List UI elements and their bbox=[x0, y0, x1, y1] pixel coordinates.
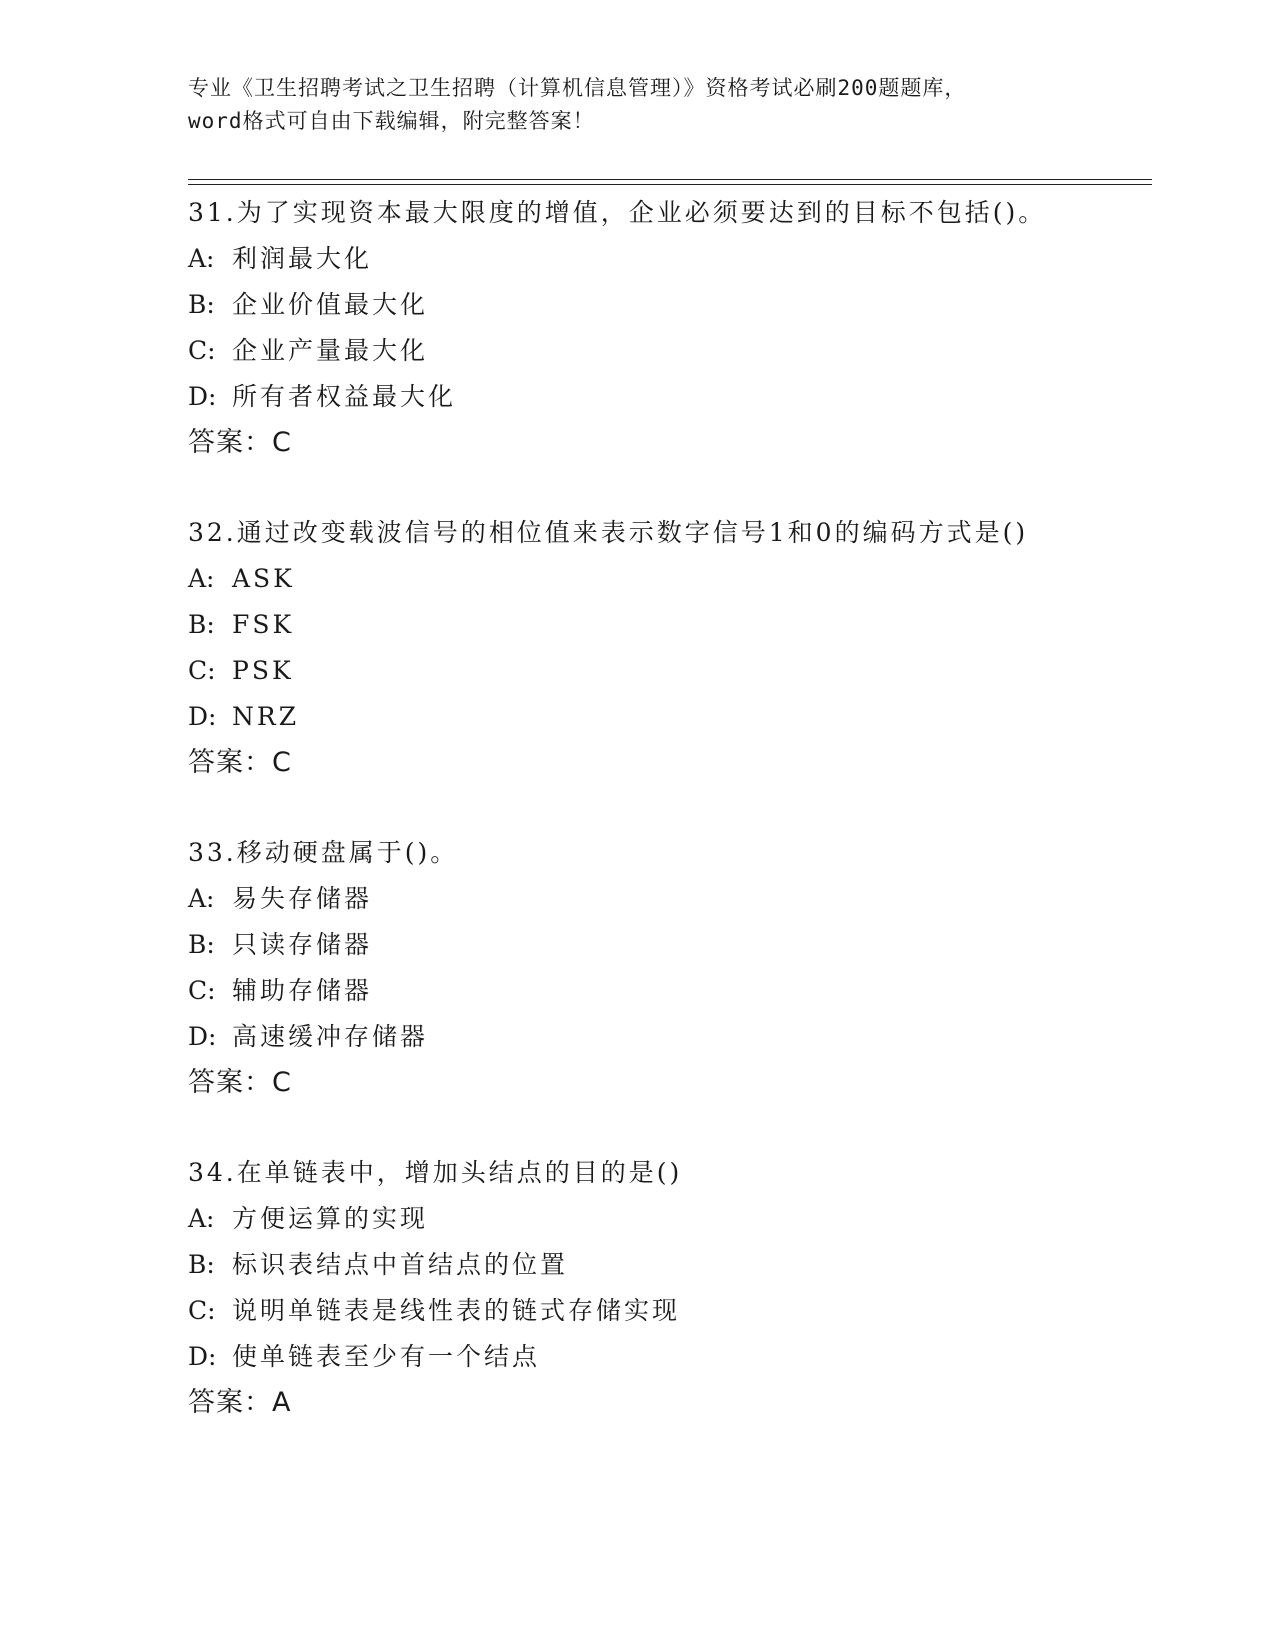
option-text: 企业产量最大化 bbox=[232, 336, 429, 365]
question-32 bbox=[188, 510, 1148, 786]
option-text: 说明单链表是线性表的链式存储实现 bbox=[232, 1296, 681, 1325]
option-key: C: bbox=[188, 976, 216, 1005]
answer: 答案：A bbox=[188, 1387, 292, 1418]
option-text: 易失存储器 bbox=[232, 884, 373, 913]
option-d bbox=[188, 694, 1148, 740]
option-key: A: bbox=[188, 244, 215, 273]
question-list bbox=[188, 190, 1148, 1470]
question-33 bbox=[188, 830, 1148, 1106]
option-text: 只读存储器 bbox=[232, 930, 373, 959]
answer: 答案：C bbox=[188, 427, 292, 458]
option-key: C: bbox=[188, 1296, 216, 1325]
option-key: D: bbox=[188, 1022, 217, 1051]
option-key: B: bbox=[188, 930, 215, 959]
option-key: C: bbox=[188, 656, 216, 685]
option-key: B: bbox=[188, 1250, 215, 1279]
option-b bbox=[188, 922, 1148, 968]
option-a bbox=[188, 556, 1148, 602]
option-text: 高速缓冲存储器 bbox=[232, 1022, 429, 1051]
answer: 答案：C bbox=[188, 1067, 292, 1098]
option-key: A: bbox=[188, 564, 215, 593]
option-key: B: bbox=[188, 610, 215, 639]
option-c bbox=[188, 328, 1148, 374]
option-text: 所有者权益最大化 bbox=[232, 382, 457, 411]
option-text: 企业价值最大化 bbox=[232, 290, 429, 319]
question-stem: 33.移动硬盘属于()。 bbox=[188, 838, 459, 867]
question-stem: 31.为了实现资本最大限度的增值，企业必须要达到的目标不包括()。 bbox=[188, 198, 1047, 227]
option-d bbox=[188, 1334, 1148, 1380]
question-31 bbox=[188, 190, 1148, 466]
option-b bbox=[188, 602, 1148, 648]
option-a bbox=[188, 876, 1148, 922]
question-stem: 34.在单链表中，增加头结点的目的是() bbox=[188, 1158, 683, 1187]
option-key: A: bbox=[188, 1204, 215, 1233]
question-34 bbox=[188, 1150, 1148, 1426]
option-text: 利润最大化 bbox=[232, 244, 373, 273]
option-c bbox=[188, 648, 1148, 694]
question-stem: 32.通过改变载波信号的相位值来表示数字信号1和0的编码方式是() bbox=[188, 518, 1029, 547]
header-divider-bottom bbox=[188, 184, 1152, 185]
option-c bbox=[188, 968, 1148, 1014]
option-b bbox=[188, 1242, 1148, 1288]
header-line-2: word格式可自由下载编辑，附完整答案！ bbox=[188, 109, 595, 133]
option-d bbox=[188, 374, 1148, 420]
option-a bbox=[188, 236, 1148, 282]
option-text: 标识表结点中首结点的位置 bbox=[232, 1250, 569, 1279]
option-text: 辅助存储器 bbox=[232, 976, 373, 1005]
option-key: D: bbox=[188, 382, 217, 411]
document-header bbox=[188, 72, 1088, 138]
option-text: 使单链表至少有一个结点 bbox=[232, 1342, 541, 1371]
option-text: NRZ bbox=[232, 702, 300, 731]
option-text: 方便运算的实现 bbox=[232, 1204, 429, 1233]
option-c bbox=[188, 1288, 1148, 1334]
option-b bbox=[188, 282, 1148, 328]
option-key: B: bbox=[188, 290, 215, 319]
header-line-1: 专业《卫生招聘考试之卫生招聘（计算机信息管理）》资格考试必刷200题题库， bbox=[188, 76, 967, 100]
answer: 答案：C bbox=[188, 747, 292, 778]
option-a bbox=[188, 1196, 1148, 1242]
header-divider-top bbox=[188, 179, 1152, 180]
option-text: ASK bbox=[232, 564, 295, 593]
option-key: D: bbox=[188, 1342, 217, 1371]
option-key: C: bbox=[188, 336, 216, 365]
option-key: D: bbox=[188, 702, 217, 731]
option-text: PSK bbox=[232, 656, 294, 685]
option-key: A: bbox=[188, 884, 215, 913]
option-d bbox=[188, 1014, 1148, 1060]
option-text: FSK bbox=[232, 610, 295, 639]
